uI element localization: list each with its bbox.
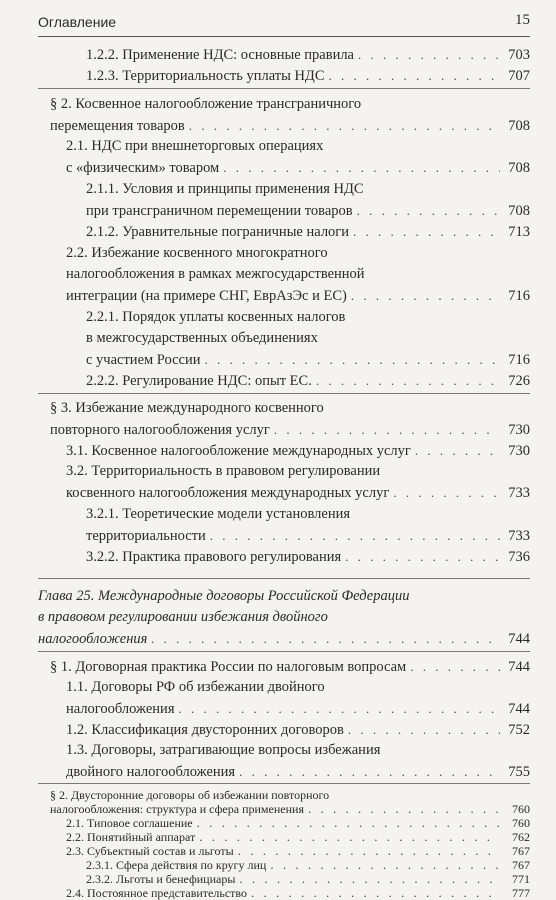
toc-entry-title: 1.2. Классификация двусторонних договоров [66,722,344,738]
toc-entry [66,157,530,178]
toc-entry-page: 733 [508,485,530,501]
chapter-title-line: Глава 25. Международные договоры Российской Федерации [38,588,410,604]
toc-entry [66,761,530,782]
toc-entry [86,221,530,242]
toc-entry-title: с «физическим» товаром [66,160,220,176]
toc-entry-page: 755 [508,764,530,780]
toc-entry-title: 2.2.2. Регулирование НДС: опыт ЕС. [86,373,312,389]
toc-entry-title: налогообложения [66,701,175,717]
toc-leader [410,656,500,677]
toc-entry-page: 708 [508,203,530,219]
toc-entry-page: 760 [512,802,530,816]
toc-leader [348,719,500,740]
toc-entry-page: 777 [512,886,530,900]
toc-leader [270,858,500,872]
toc-leader [197,816,500,830]
toc-entry-title: § 1. Договорная практика России по налоговым вопросам [50,659,407,675]
toc-entry-page: 708 [508,160,530,176]
toc-entry-page: 760 [512,816,530,830]
toc-leader [316,370,500,391]
toc-entry-title: налогообложения: структура и сфера применения [50,802,304,816]
toc-entry [66,285,530,306]
toc-leader [345,546,500,567]
toc-leader [238,844,500,858]
toc-entry-page: 752 [508,722,530,738]
toc-leader [415,440,500,461]
toc-leader [210,525,500,546]
toc-leader [189,115,500,136]
toc-entry-line: 2.1. НДС при внешнеторговых операциях [66,138,324,154]
toc-leader [223,157,500,178]
toc-entry-page: 736 [508,549,530,565]
toc-leader [239,761,500,782]
toc-entry [66,816,530,830]
toc-entry-page: 771 [512,872,530,886]
toc-leader [179,698,501,719]
toc-entry-line: 2.2.1. Порядок уплаты косвенных налогов [86,309,346,325]
toc-entry [86,44,530,65]
toc-entry [86,872,530,886]
toc-entry-page: 707 [508,68,530,84]
toc-entry-title: повторного налогообложения услуг [50,422,270,438]
toc-entry [50,802,530,816]
toc-entry [86,525,530,546]
toc-entry-line: в межгосударственных объединениях [86,330,318,346]
toc-entry-title: 2.1.2. Уравнительные пограничные налоги [86,224,350,240]
toc-entry [66,698,530,719]
section-divider [38,651,530,652]
toc-entry-line: 3.2.1. Теоретические модели установления [86,506,351,522]
page-header [38,10,530,37]
toc-entry-page: 730 [508,422,530,438]
toc-entry [86,349,530,370]
section-divider [38,578,530,579]
toc-entry-title: перемещения товаров [50,118,185,134]
toc-entry-page: 744 [508,659,530,675]
toc-entry [86,546,530,567]
toc-entry-title: 2.2. Понятийный аппарат [66,830,196,844]
section-divider [38,783,530,784]
page-number: 15 [515,12,530,28]
toc-entry [50,656,530,677]
chapter-title-line: в правовом регулировании избежания двойного [38,609,328,625]
toc-entry [66,844,530,858]
toc-entry-page: 713 [508,224,530,240]
toc-entry [66,719,530,740]
toc-entry [86,858,530,872]
toc-entry-page: 767 [512,858,530,872]
toc-entry-page: 730 [508,443,530,459]
toc-entry-line: 1.3. Договоры, затрагивающие вопросы избежания [66,742,381,758]
toc-leader [251,886,500,900]
toc-entry-page: 762 [512,830,530,844]
toc-entry [66,886,530,900]
toc-entry-title: двойного налогообложения [66,764,236,780]
toc-entry-title: 3.2.2. Практика правового регулирования [86,549,342,565]
toc-entry [86,65,530,86]
chapter-entry [38,628,530,649]
toc-leader [308,802,500,816]
toc-entry-title: 2.3.1. Сфера действия по кругу лиц [86,858,267,872]
toc-leader [393,482,500,503]
toc-entry-page: 708 [508,118,530,134]
toc-entry-title: при трансграничном перемещении товаров [86,203,353,219]
toc-entry-title: 2.1. Типовое соглашение [66,816,193,830]
toc-entry [66,440,530,461]
toc-entry [86,200,530,221]
toc-entry-line: 2.1.1. Условия и принципы применения НДС [86,181,364,197]
toc-entry-title: интеграции (на примере СНГ, ЕврАзЭс и ЕС) [66,288,347,304]
section-divider [38,393,530,394]
toc-leader [329,65,501,86]
toc-leader [358,44,500,65]
toc-leader [199,830,500,844]
toc-leader [357,200,500,221]
toc-entry [66,482,530,503]
toc-entry-line: § 3. Избежание международного косвенного [50,400,324,416]
toc-entry-title: 3.1. Косвенное налогообложение международных услуг [66,443,411,459]
toc-entry-line: 2.2. Избежание косвенного многократного [66,245,328,261]
toc-entry [50,419,530,440]
toc-entry-title: 1.2.3. Территориальность уплаты НДС [86,68,325,84]
toc-entry [50,115,530,136]
toc-entry-title: территориальности [86,528,206,544]
toc-entry [86,370,530,391]
toc-entry-title: 2.4. Постоянное представительство [66,886,247,900]
toc-entry-page: 726 [508,373,530,389]
toc-leader [205,349,500,370]
toc-leader [351,285,500,306]
toc-leader [239,872,500,886]
toc-entry-page: 703 [508,47,530,63]
toc-entry-page: 744 [508,701,530,717]
toc-entry-line: 3.2. Территориальность в правовом регулировании [66,463,381,479]
toc-entry-title: 2.3.2. Льготы и бенефициары [86,872,236,886]
toc-leader [353,221,500,242]
toc-entry-title: налогообложения [38,631,148,647]
toc-entry-title: с участием России [86,352,201,368]
toc-entry [66,830,530,844]
toc-entry-page: 716 [508,288,530,304]
toc-entry-line: 1.1. Договоры РФ об избежании двойного [66,679,325,695]
toc-entry-page: 716 [508,352,530,368]
toc-entry-title: 2.3. Субъектный состав и льготы [66,844,234,858]
toc-entry-title: 1.2.2. Применение НДС: основные правила [86,47,354,63]
running-title: Оглавление [38,14,117,30]
toc-entry-line: § 2. Двусторонние договоры об избежании повторного [50,788,330,802]
toc-entry-page: 733 [508,528,530,544]
toc-entry-page: 744 [508,631,530,647]
toc-leader [151,628,500,649]
toc-entry-line: налогообложения в рамках межгосударственной [66,266,365,282]
toc-leader [274,419,500,440]
toc-entry-page: 767 [512,844,530,858]
toc-entry-title: косвенного налогообложения международных услуг [66,485,390,501]
section-divider [38,88,530,89]
toc-entry-line: § 2. Косвенное налогообложение трансграничного [50,96,362,112]
